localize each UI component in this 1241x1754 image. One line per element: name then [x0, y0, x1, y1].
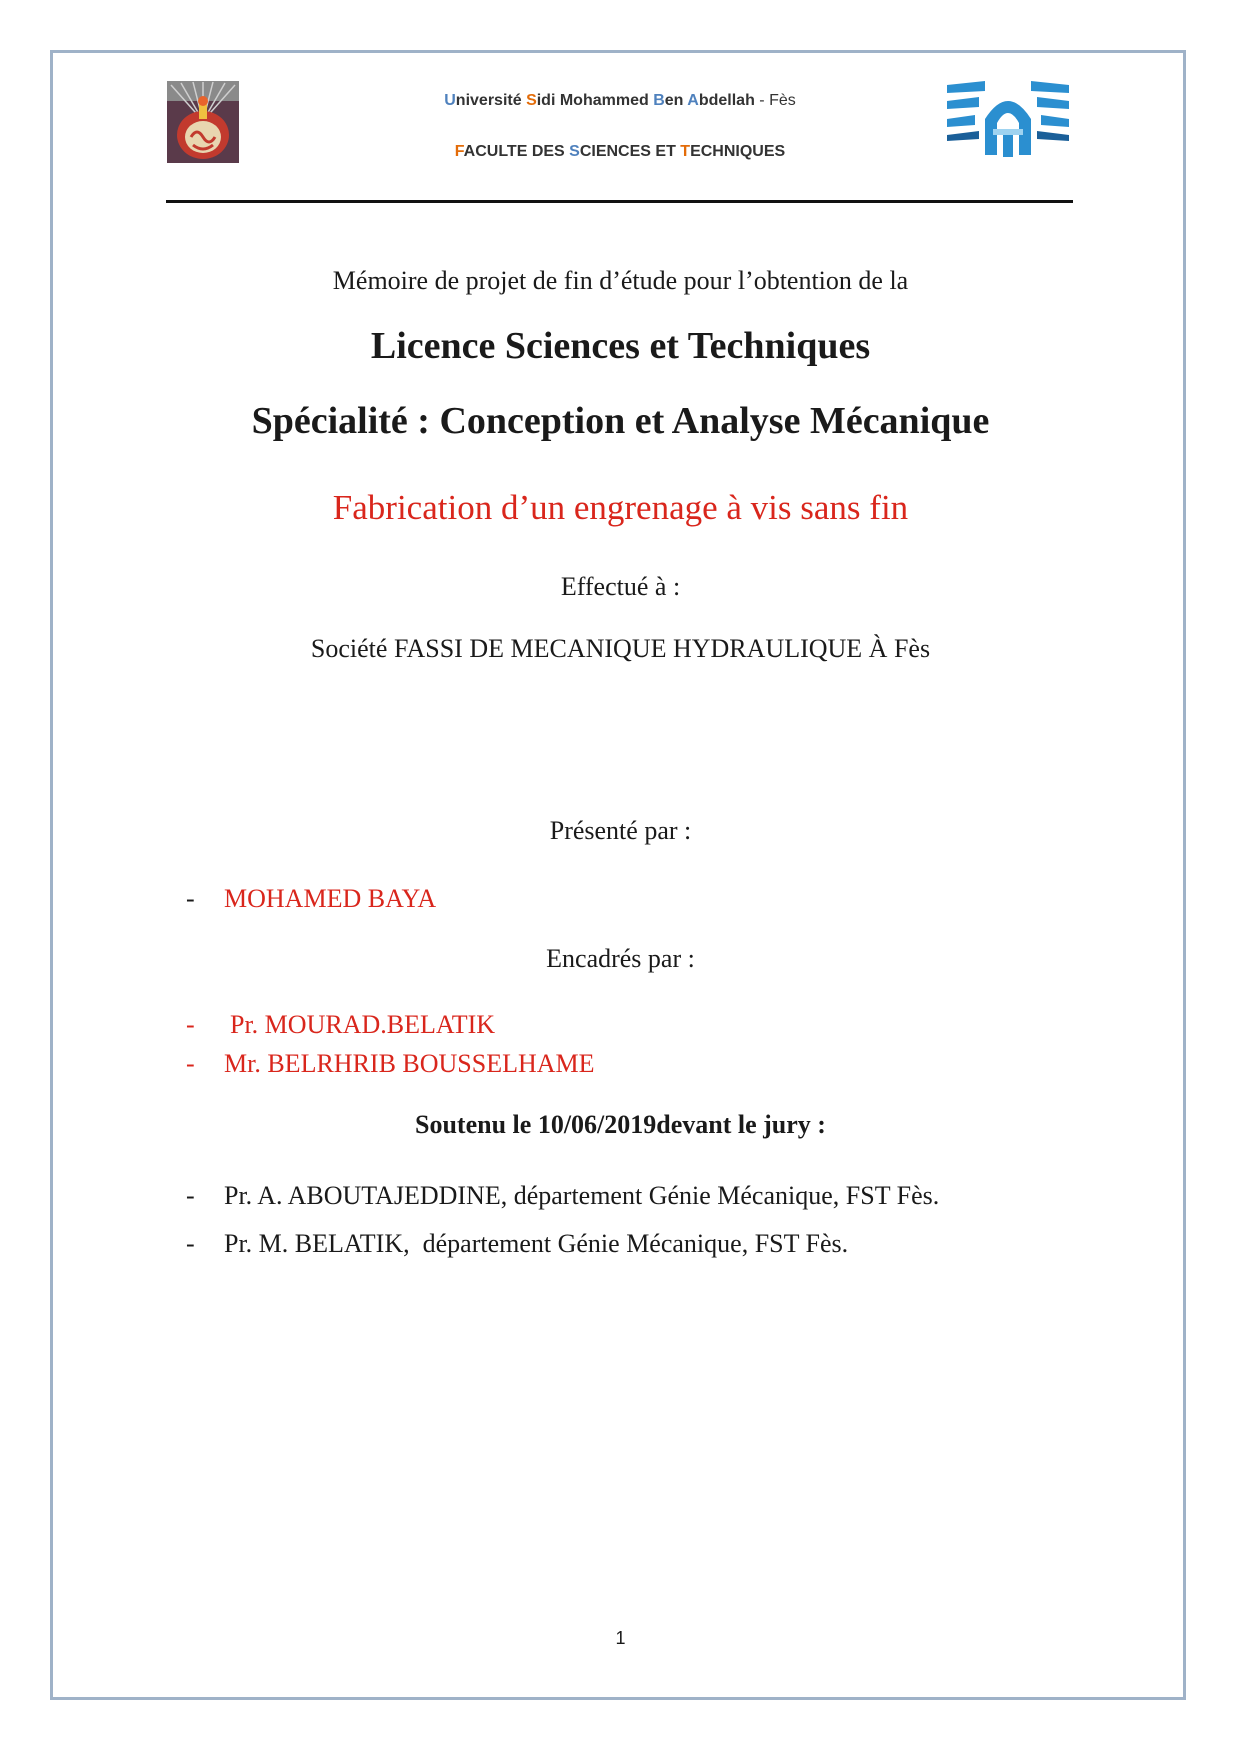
jury-member-1: Pr. A. ABOUTAJEDDINE, département Génie Mécanique, FST Fès. — [224, 1181, 940, 1210]
defense-label: Soutenu le 10/06/2019devant le jury : — [415, 1110, 826, 1139]
supervisor-name-1: Pr. MOURAD.BELATIK — [230, 1010, 496, 1039]
project-title: Fabrication d’un engrenage à vis sans fin — [332, 488, 909, 527]
header-divider — [166, 200, 1073, 203]
supervisor-bullet-1: - — [186, 1010, 195, 1039]
uni-part-4: Abdellah — [687, 92, 755, 109]
company-name: Société FASSI DE MECANIQUE HYDRAULIQUE À Fès — [310, 634, 931, 663]
degree-title: Licence Sciences et Techniques — [370, 325, 871, 367]
jury-member-2: Pr. M. BELATIK, département Génie Mécanique, FST Fès. — [224, 1229, 849, 1258]
presented-by-label: Présenté par : — [549, 816, 692, 845]
supervisor-name-2: Mr. BELRHRIB BOUSSELHAME — [224, 1049, 595, 1078]
fac-part-1: FACULTE DES — [454, 143, 570, 160]
fac-part-2: SCIENCES ET — [569, 143, 681, 160]
university-logo-icon — [167, 81, 239, 163]
faculty-name — [260, 143, 980, 161]
supervised-by-label: Encadrés par : — [546, 944, 695, 973]
uni-suffix: - Fès — [754, 92, 796, 109]
uni-part-2: Sidi Mohammed — [526, 92, 654, 109]
university-name — [260, 92, 980, 110]
uni-part-3: Ben — [653, 92, 688, 109]
page-number: 1 — [615, 1628, 626, 1648]
intro-text: Mémoire de projet de fin d’étude pour l’obtention de la — [332, 266, 909, 295]
done-at-label: Effectué à : — [560, 572, 681, 601]
page-border — [50, 50, 1186, 1700]
uni-part-1: Université — [444, 92, 527, 109]
presenter-bullet: - — [186, 884, 195, 913]
fac-part-3: TECHNIQUES — [680, 143, 786, 160]
speciality-title: Spécialité : Conception et Analyse Mécanique — [251, 400, 990, 442]
supervisor-bullet-2: - — [186, 1049, 195, 1078]
jury-bullet-1: - — [186, 1181, 195, 1210]
jury-bullet-2: - — [186, 1229, 195, 1258]
presenter-name: MOHAMED BAYA — [224, 884, 437, 913]
faculty-logo-icon — [945, 79, 1071, 163]
